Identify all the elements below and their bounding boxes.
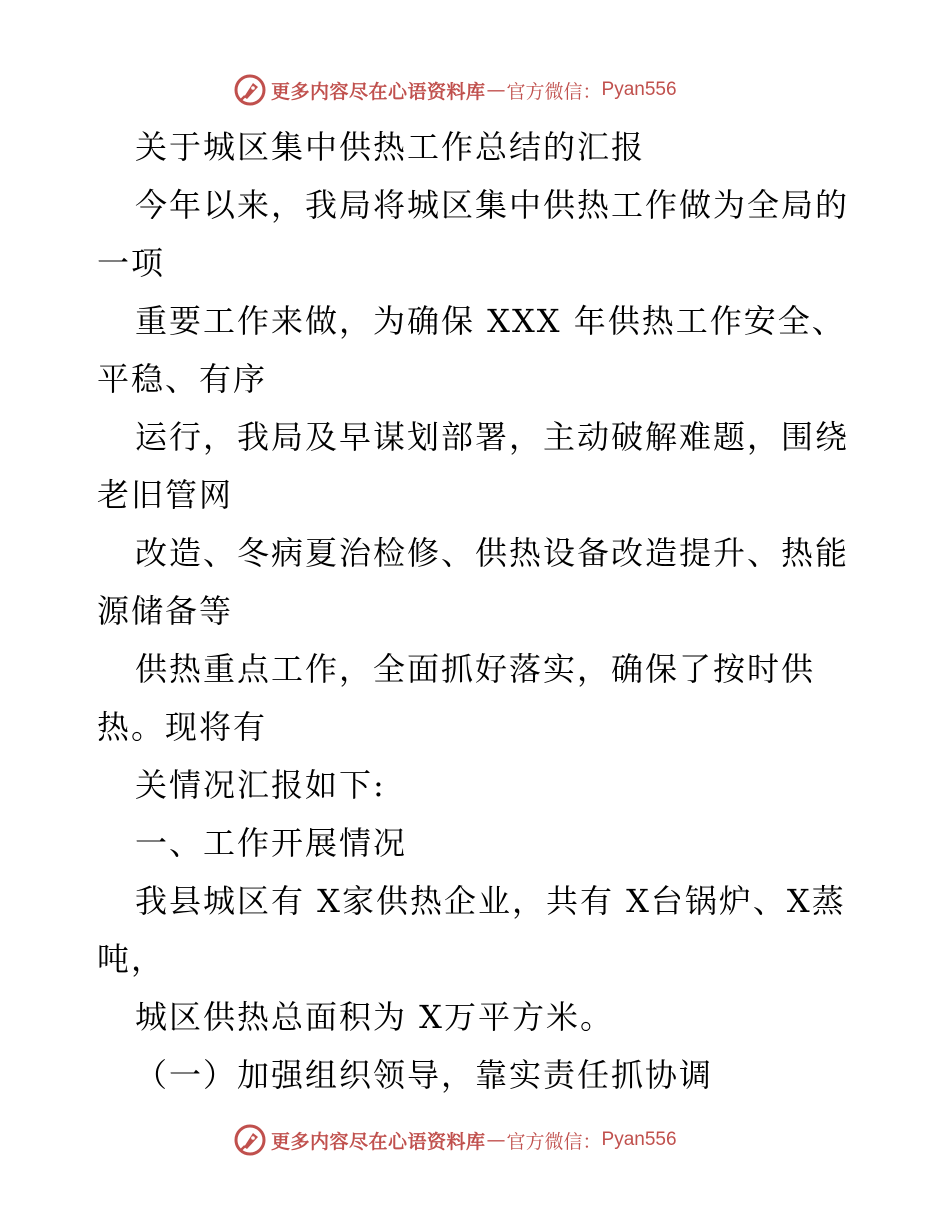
paragraph-line: 城区供热总面积为 X万平方米。 <box>135 998 614 1036</box>
paragraph-line: 今年以来，我局将城区集中供热工作做为全局的 <box>135 186 850 224</box>
paragraph-line: 运行，我局及早谋划部署，主动破解难题，围绕 <box>135 418 850 456</box>
watermark-dash: — <box>486 79 506 101</box>
paragraph-line: 供热重点工作，全面抓好落实，确保了按时供 <box>135 650 816 688</box>
paragraph-line: 我县城区有 X家供热企业，共有 X台锅炉、X蒸 <box>135 882 846 920</box>
document-body <box>97 118 857 1104</box>
watermark-wechat-id: Pyan556 <box>601 1129 677 1150</box>
watermark-main-text: 更多内容尽在心语资料库 <box>271 1130 486 1153</box>
subsection-heading: （一）加强组织领导，靠实责任抓协调 <box>135 1056 714 1094</box>
watermark-main-text: 更多内容尽在心语资料库 <box>271 80 486 103</box>
watermark-sub-text: 官方微信： <box>506 1130 602 1153</box>
paragraph-line: 平稳、有序 <box>97 360 268 398</box>
paragraph-line: 关情况汇报如下: <box>135 766 386 804</box>
paragraph-line: 源储备等 <box>97 592 234 630</box>
paragraph-line: 老旧管网 <box>97 476 234 514</box>
paragraph-line: 热。现将有 <box>97 708 268 746</box>
paragraph-line: 改造、冬病夏治检修、供热设备改造提升、热能 <box>135 534 850 572</box>
paragraph-line: 吨， <box>97 940 166 978</box>
watermark-wechat-id: Pyan556 <box>601 79 677 100</box>
paragraph-line: 重要工作来做，为确保 XXX 年供热工作安全、 <box>135 302 846 340</box>
watermark-dash: — <box>486 1129 506 1151</box>
section-heading: 一、工作开展情况 <box>135 824 408 862</box>
paragraph-line: 一项 <box>97 244 166 282</box>
pen-nib-logo-icon <box>233 73 267 107</box>
header-watermark <box>233 70 677 110</box>
watermark-sub-text: 官方微信： <box>506 80 602 103</box>
pen-nib-logo-icon <box>233 1123 267 1157</box>
document-title: 关于城区集中供热工作总结的汇报 <box>135 128 646 166</box>
footer-watermark <box>233 1120 677 1160</box>
